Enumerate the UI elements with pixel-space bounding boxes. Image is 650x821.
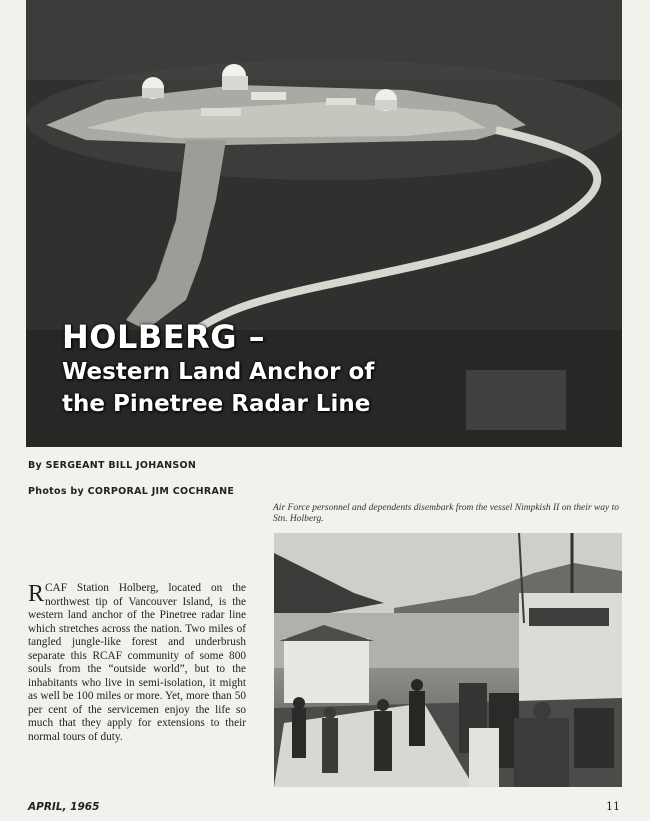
article-body-text: CAF Station Holberg, located on the northwest tip of Vancouver Island, is the western land anchor of the Pinetree radar line which stretches across the nation. Two miles of tangled jungle-like forest and underbrush separate this RCAF community of some 800 souls from the “outside world”, but to the inhabitants who live in semi-isolation, it might as well be 100 miles or more. Yet, more than 50 per cent of the servicemen enjoy the life so much that they apply for extensions to their normal tours of duty. [28, 582, 246, 744]
title-line-1: HOLBERG – [62, 318, 266, 356]
page-number: 11 [606, 800, 620, 813]
aerial-photo-radar-station [26, 0, 622, 447]
ship-deck-illustration [274, 533, 622, 787]
article-title [62, 318, 374, 420]
photo-credit: Photos by CORPORAL JIM COCHRANE [28, 486, 235, 497]
title-line-3: the Pinetree Radar Line [62, 391, 371, 417]
title-line-2: Western Land Anchor of [62, 359, 375, 385]
photo-caption: Air Force personnel and dependents disembark from the vessel Nimpkish II on their way to Stn. Holberg. [273, 503, 619, 524]
issue-date: APRIL, 1965 [28, 801, 100, 813]
article-body [28, 582, 246, 745]
author-byline: By SERGEANT BILL JOHANSON [28, 460, 197, 471]
drop-cap: R [28, 581, 45, 607]
ship-deck-photo [274, 533, 622, 787]
